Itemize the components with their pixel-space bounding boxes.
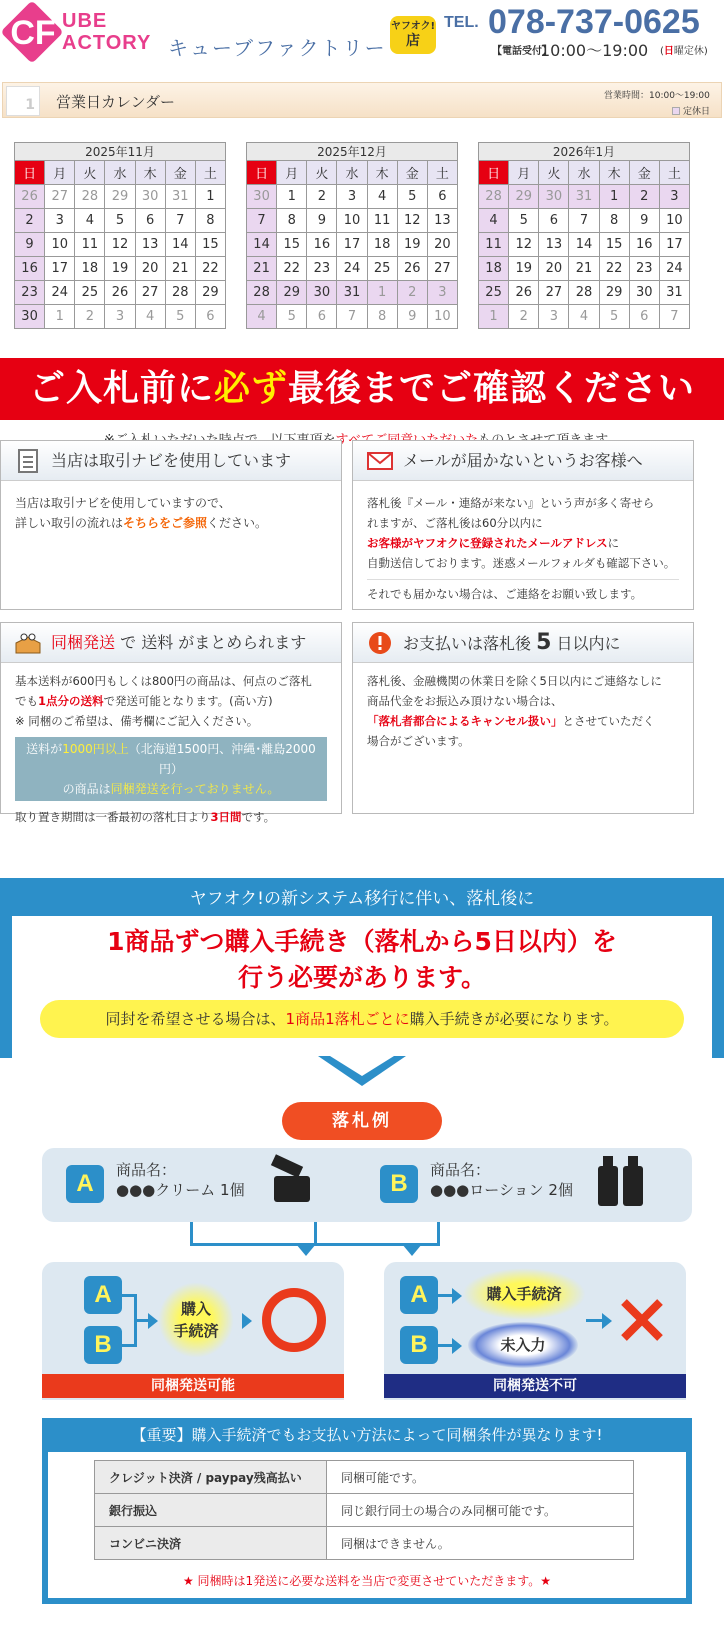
calendar-day: 16 (15, 257, 45, 281)
calendar-business-hours: 営業時間：10:00〜19:00 (604, 91, 710, 101)
logo-cf: CF (10, 14, 56, 52)
sys-main2: 行う必要があります。 (237, 963, 486, 992)
calendar-day: 3 (659, 185, 689, 209)
calendar-day: 12 (509, 233, 539, 257)
calendar-day: 26 (15, 185, 45, 209)
calendar-day: 23 (629, 257, 659, 281)
calendar-day: 5 (397, 185, 427, 209)
pay-title-b: 5 (536, 630, 552, 655)
calendar-day: 11 (367, 209, 397, 233)
navi-line2a: 詳しい取引の流れは (15, 516, 124, 530)
calendar-day: 17 (45, 257, 75, 281)
ship-line2c: で発送可能となります。(高い方) (103, 694, 273, 708)
ship-line3: ※ 同梱のご希望は、備考欄にご記入ください。 (15, 714, 259, 728)
calendar-month-3 (478, 142, 690, 329)
calendar-day: 1 (45, 305, 75, 329)
calendar-day: 5 (277, 305, 307, 329)
lotion-bottles-icon (596, 1152, 646, 1208)
holiday-swatch-icon (672, 107, 680, 115)
pay-title-a: お支払いは落札後 (403, 634, 537, 653)
document-icon (15, 449, 41, 473)
ship-line4c: です。 (241, 810, 276, 824)
calendar-day: 18 (367, 233, 397, 257)
calendar-day: 13 (539, 233, 569, 257)
calendar-day: 20 (135, 257, 165, 281)
calendar-day: 9 (307, 209, 337, 233)
navi-line2 (15, 513, 327, 533)
calendar-day: 4 (569, 305, 599, 329)
circle-ok-icon (262, 1288, 326, 1352)
calendar-day: 10 (427, 305, 457, 329)
weekday-header: 水 (337, 161, 367, 185)
ship-line4b: 3日間 (210, 810, 242, 824)
banner-part2: 最後までご確認ください (288, 368, 696, 409)
system-notice-main (12, 924, 712, 996)
right-b-letter: B (400, 1326, 438, 1364)
confirm-banner (0, 358, 724, 420)
hours-label: 【電話受付】 (492, 46, 552, 57)
calendar-day: 3 (105, 305, 135, 329)
navi-box-body (1, 481, 341, 545)
cross-ng-icon (620, 1298, 664, 1342)
arrow-right-icon (452, 1338, 462, 1354)
calendar-day: 17 (659, 233, 689, 257)
ship-line1: 基本送料が600円もしくは800円の商品は、何点のご落札 (15, 674, 312, 688)
right-not-entered: 未入力 (468, 1322, 578, 1368)
closed-open: ( (660, 46, 664, 57)
calendar-day: 7 (247, 209, 277, 233)
tel-label: TEL. (444, 14, 479, 31)
calendar-day: 29 (599, 281, 629, 305)
down-arrow-inner (330, 1056, 394, 1076)
pay-line2: 商品代金をお振込み頂けない場合は、 (367, 694, 563, 708)
calendar-day: 9 (15, 233, 45, 257)
navi-link[interactable]: そちらをご参照 (123, 516, 208, 530)
closed-day-note (660, 42, 708, 57)
calendar-day: 2 (75, 305, 105, 329)
weekday-header: 水 (105, 161, 135, 185)
calendar-day: 14 (247, 233, 277, 257)
item-a-letter: A (66, 1165, 104, 1203)
calendar-day: 30 (539, 185, 569, 209)
calendar-day: 15 (599, 233, 629, 257)
calendar-day: 22 (599, 257, 629, 281)
teal1a: 送料が (26, 742, 63, 756)
payment-box (352, 622, 694, 814)
weekday-header: 金 (629, 161, 659, 185)
mail-line3 (367, 533, 679, 553)
mail-line2: れますが、ご落札後は60分以内に (367, 516, 543, 530)
calendar-day: 5 (599, 305, 629, 329)
calendar-day: 6 (629, 305, 659, 329)
navi-box-header (1, 441, 341, 481)
arrow-right-down-icon (402, 1244, 422, 1256)
arrow-right-icon (452, 1288, 462, 1304)
weekday-header: 日 (247, 161, 277, 185)
pay-line3a: 「落札者都合によるキャンセル扱い」 (367, 714, 563, 728)
calendar-month-1 (14, 142, 226, 329)
calendar-day: 5 (165, 305, 195, 329)
calendar-day: 16 (629, 233, 659, 257)
calendar-day: 14 (569, 233, 599, 257)
calendar-day: 4 (367, 185, 397, 209)
calendar-day: 27 (427, 257, 457, 281)
calendar-day: 27 (539, 281, 569, 305)
item-b-letter: B (380, 1165, 418, 1203)
pay-line3 (367, 711, 679, 731)
navi-box-title: 当店は取引ナビを使用しています (51, 451, 292, 470)
shipping-box (0, 622, 342, 824)
system-notice-head: ヤフオク!の新システム移行に伴い、落札後に (189, 889, 535, 909)
calendar-day: 11 (75, 233, 105, 257)
calendar-day: 3 (337, 185, 367, 209)
mail-box-header (353, 441, 693, 481)
calendar-day: 28 (165, 281, 195, 305)
calendar-day: 16 (307, 233, 337, 257)
shipping-title-b: で 送料 がまとめられます (115, 633, 307, 652)
calendar-day: 26 (397, 257, 427, 281)
shipping-exception-note (15, 737, 327, 801)
payment-box-body (353, 663, 693, 763)
calendar-day: 19 (105, 257, 135, 281)
calendar-caption: 2025年12月 (246, 142, 458, 160)
closed-red: 日 (663, 46, 674, 57)
calendar-day: 29 (105, 185, 135, 209)
calendar-day: 6 (195, 305, 225, 329)
weekday-header: 木 (135, 161, 165, 185)
calendar-day: 15 (277, 233, 307, 257)
ship-line2 (15, 691, 327, 711)
calendar-day: 29 (195, 281, 225, 305)
example-pill: 落札例 (282, 1102, 442, 1140)
ship-line4a: 取り置き期間は一番最初の落札日より (15, 810, 211, 824)
arrow-right-icon (242, 1313, 252, 1329)
item-b-product: ●●●ローション 2個 (430, 1181, 573, 1199)
calendar-day: 14 (165, 233, 195, 257)
calendar-day: 6 (307, 305, 337, 329)
calendar-day: 7 (569, 209, 599, 233)
shipping-title-a: 同梱発送 (51, 633, 116, 652)
payment-method: 銀行振込 (95, 1494, 327, 1527)
calendar-day: 10 (45, 233, 75, 257)
weekday-header: 日 (15, 161, 45, 185)
calendar-day: 23 (307, 257, 337, 281)
sys-main1: 1商品ずつ購入手続き（落札から5日以内）を (107, 927, 617, 956)
weekday-header: 土 (195, 161, 225, 185)
calendar-day: 4 (247, 305, 277, 329)
payment-method: クレジット決済 / paypay残高払い (95, 1461, 327, 1494)
payment-box-header (353, 623, 693, 663)
calendar-day: 26 (509, 281, 539, 305)
sys-yellow-c: 購入手続きが必要になります。 (409, 1010, 619, 1028)
calendar-day: 31 (165, 185, 195, 209)
sys-yellow-b: 1商品1落札ごとに (285, 1010, 410, 1028)
arrow-left-down-icon (296, 1244, 316, 1256)
calendar-day: 31 (337, 281, 367, 305)
calendar-day: 6 (539, 209, 569, 233)
pay-line4: 場合がございます。 (367, 734, 470, 748)
calendar-day: 12 (397, 209, 427, 233)
calendar-day: 7 (165, 209, 195, 233)
table-row (95, 1527, 634, 1560)
navi-line1: 当店は取引ナビを使用していますので、 (15, 496, 231, 510)
calendar-day: 6 (135, 209, 165, 233)
cream-jar-icon (270, 1152, 314, 1206)
mail-box-body (353, 481, 693, 616)
calendar-day: 30 (307, 281, 337, 305)
calendar-day: 2 (397, 281, 427, 305)
weekday-header: 火 (75, 161, 105, 185)
join-line-out (134, 1319, 148, 1322)
item-b-label: 商品名： (430, 1161, 491, 1179)
logo-en-line1: UBE (62, 10, 108, 32)
calendar-day: 18 (479, 257, 509, 281)
right-purchase-done: 購入手続済 (462, 1268, 586, 1320)
weekday-header: 木 (367, 161, 397, 185)
banner-highlight: 必ず (213, 368, 288, 409)
calendar-day: 19 (509, 257, 539, 281)
calendar-title: 営業日カレンダー (56, 93, 176, 111)
calendar-day: 4 (135, 305, 165, 329)
bundle-condition: 同じ銀行同士の場合のみ同梱可能です。 (327, 1494, 634, 1527)
sys-yellow-a: 同封を希望させる場合は、 (105, 1010, 286, 1028)
calendar-day: 25 (75, 281, 105, 305)
mail-box-title: メールが届かないというお客様へ (403, 451, 643, 470)
calendar-day: 2 (629, 185, 659, 209)
calendar-day: 10 (659, 209, 689, 233)
calendar-icon: 1 (6, 86, 40, 116)
calendar-day: 26 (105, 281, 135, 305)
banner-part1: ご入札前に (28, 368, 214, 409)
yafuoku-store-badge[interactable] (390, 16, 436, 54)
weekday-header: 水 (569, 161, 599, 185)
calendar-day: 30 (15, 305, 45, 329)
navi-box (0, 440, 342, 610)
calendar-day: 27 (135, 281, 165, 305)
item-a-product: ●●●クリーム 1個 (116, 1181, 245, 1199)
calendar-day: 21 (569, 257, 599, 281)
calendar-day: 6 (427, 185, 457, 209)
teal-line1 (21, 739, 321, 779)
calendar-day: 28 (247, 281, 277, 305)
package-icon (15, 631, 41, 655)
ship-line4 (15, 807, 327, 827)
calendar-day: 20 (539, 257, 569, 281)
calendar-day: 24 (659, 257, 689, 281)
weekday-header: 月 (277, 161, 307, 185)
calendar-day: 8 (599, 209, 629, 233)
weekday-header: 木 (599, 161, 629, 185)
bundle-condition: 同梱可能です。 (327, 1461, 634, 1494)
teal2b: 同梱発送を行っておりません。 (110, 782, 280, 796)
calendar-day: 29 (509, 185, 539, 209)
calendar-month-2 (246, 142, 458, 329)
calendar-day: 8 (277, 209, 307, 233)
left-purchase-done: 購入 手続済 (158, 1282, 234, 1358)
weekday-header: 土 (659, 161, 689, 185)
calendar-day: 1 (479, 305, 509, 329)
mail-line1: 落札後『メール・連絡が来ない』という声が多く寄せら (367, 496, 655, 510)
weekday-header: 金 (165, 161, 195, 185)
teal2a: の商品は (62, 782, 111, 796)
logo-japanese: キューブファクトリー (168, 36, 387, 60)
calendar-day: 24 (337, 257, 367, 281)
calendar-day: 31 (569, 185, 599, 209)
calendar-day: 4 (75, 209, 105, 233)
important-head: 【重要】購入手続済でもお支払い方法によって同梱条件が異なります! (131, 1426, 603, 1444)
calendar-day: 10 (337, 209, 367, 233)
calendar-day: 22 (277, 257, 307, 281)
calendar-day: 23 (15, 281, 45, 305)
logo-en-line2: ACTORY (62, 32, 152, 54)
calendar-day: 1 (277, 185, 307, 209)
arrow-right-icon (602, 1313, 612, 1329)
calendar-day: 8 (195, 209, 225, 233)
ship-line2b: 1点分の送料 (38, 694, 104, 708)
badge-bottom: 店 (406, 33, 420, 49)
item-a-name (116, 1160, 245, 1200)
calendar-day: 30 (247, 185, 277, 209)
weekday-header: 月 (509, 161, 539, 185)
hours: 10:00〜19:00 (540, 41, 649, 60)
calendar-day: 30 (629, 281, 659, 305)
calendar-day: 12 (105, 233, 135, 257)
payment-method: コンビニ決済 (95, 1527, 327, 1560)
calendar-day: 9 (397, 305, 427, 329)
system-notice-yellow (40, 1000, 684, 1038)
combined-ok-bar: 同梱発送可能 (42, 1374, 344, 1398)
arrow-right-icon (148, 1313, 158, 1329)
shipping-box-body (1, 663, 341, 839)
pay-title-c: 日以内に (551, 634, 621, 653)
calendar-day: 7 (659, 305, 689, 329)
ship-line2a: でも (15, 694, 38, 708)
calendar-caption: 2026年1月 (478, 142, 690, 160)
calendar-day: 2 (307, 185, 337, 209)
mail-box (352, 440, 694, 610)
weekday-header: 土 (427, 161, 457, 185)
bundle-condition: 同梱はできません。 (327, 1527, 634, 1560)
teal-line2 (21, 779, 321, 799)
envelope-icon (367, 449, 393, 473)
calendar-day: 20 (427, 233, 457, 257)
mail-line5: それでも届かない場合は、ご連絡をお願い致します。 (367, 579, 679, 604)
table-row (95, 1494, 634, 1527)
pay-line1: 落札後、金融機関の休業日を除く5日以内にご連絡なしに (367, 674, 662, 688)
closed-rest: 曜定休) (673, 46, 708, 57)
calendar-day: 3 (45, 209, 75, 233)
calendar-day: 18 (75, 257, 105, 281)
item-b-name (430, 1160, 573, 1200)
calendar-day: 25 (479, 281, 509, 305)
exclamation-icon (367, 631, 393, 655)
teal1c: （北海道1500円、沖縄･離島2000円） (128, 742, 316, 776)
calendar-day: 24 (45, 281, 75, 305)
table-row (95, 1461, 634, 1494)
calendar-day: 11 (479, 233, 509, 257)
calendar-day: 7 (337, 305, 367, 329)
teal1b: 1000円以上 (62, 742, 129, 756)
item-a-label: 商品名： (116, 1161, 177, 1179)
calendar-day: 22 (195, 257, 225, 281)
calendar-day: 3 (427, 281, 457, 305)
weekday-header: 火 (307, 161, 337, 185)
left-b-letter: B (84, 1326, 122, 1364)
weekday-header: 火 (539, 161, 569, 185)
left-a-letter: A (84, 1276, 122, 1314)
weekday-header: 月 (45, 161, 75, 185)
calendar-day: 28 (75, 185, 105, 209)
calendar-day: 4 (479, 209, 509, 233)
calendar-day: 2 (509, 305, 539, 329)
branch-stem (314, 1222, 317, 1246)
mail-line3b: に (607, 536, 620, 550)
weekday-header: 日 (479, 161, 509, 185)
calendar-day: 19 (397, 233, 427, 257)
calendar-day: 3 (539, 305, 569, 329)
calendar-day: 29 (277, 281, 307, 305)
calendar-day: 13 (427, 209, 457, 233)
shipping-box-header (1, 623, 341, 663)
calendar-day: 21 (247, 257, 277, 281)
important-foot: ★ 同梱時は1発送に必要な送料を当店で変更させていただきます。★ (182, 1574, 551, 1588)
calendar-day: 15 (195, 233, 225, 257)
calendar-day: 5 (509, 209, 539, 233)
calendar-day: 5 (105, 209, 135, 233)
mail-line3a: お客様がヤフオクに登録されたメールアドレス (367, 536, 608, 550)
calendar-caption: 2025年11月 (14, 142, 226, 160)
calendar-day: 13 (135, 233, 165, 257)
calendar-day: 1 (599, 185, 629, 209)
right-a-letter: A (400, 1276, 438, 1314)
tel-number[interactable]: 078-737-0625 (488, 3, 700, 41)
calendar-legend (672, 104, 710, 117)
calendar-day: 25 (367, 257, 397, 281)
combined-ng-bar: 同梱発送不可 (384, 1374, 686, 1398)
calendar-day: 17 (337, 233, 367, 257)
badge-top: ヤフオク! (390, 21, 436, 32)
calendar-day: 28 (479, 185, 509, 209)
calendar-day: 8 (367, 305, 397, 329)
calendar-day: 21 (165, 257, 195, 281)
pay-line3b: とさせていただく (562, 714, 655, 728)
legend-label: 定休日 (683, 107, 711, 117)
calendar-day: 2 (15, 209, 45, 233)
calendar-day: 30 (135, 185, 165, 209)
navi-line2c: ください。 (207, 516, 268, 530)
calendar-day: 27 (45, 185, 75, 209)
calendar-day: 28 (569, 281, 599, 305)
calendar-day: 31 (659, 281, 689, 305)
weekday-header: 金 (397, 161, 427, 185)
calendar-day: 1 (367, 281, 397, 305)
calendar-day: 9 (629, 209, 659, 233)
payment-method-table (94, 1460, 634, 1560)
calendar-day: 1 (195, 185, 225, 209)
mail-line4: 自動送信しております。迷惑メールフォルダも確認下さい。 (367, 556, 676, 570)
